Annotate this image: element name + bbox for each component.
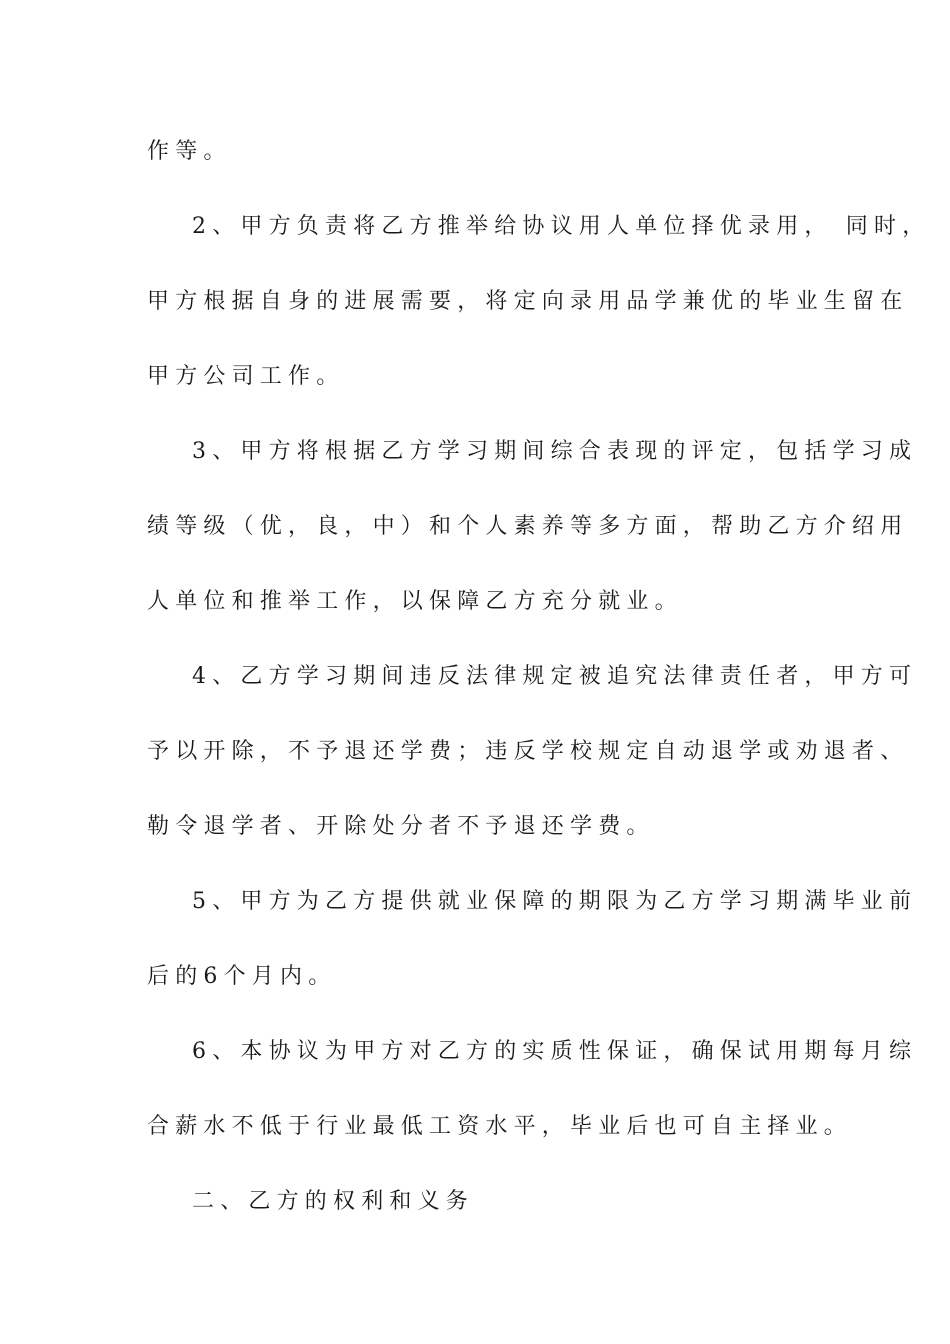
clause-4-line-1: 4、乙方学习期间违反法律规定被追究法律责任者，甲方可 [192, 664, 918, 689]
clause-4-line-2: 予以开除，不予退还学费；违反学校规定自动退学或劝退者、 [147, 739, 909, 764]
clause-3-line-2: 绩等级（优，良，中）和个人素养等多方面，帮助乙方介绍用 [147, 514, 909, 539]
clause-4-line-3: 勒令退学者、开除处分者不予退还学费。 [147, 814, 655, 839]
clause-3-line-3: 人单位和推举工作，以保障乙方充分就业。 [147, 589, 683, 614]
clause-5-line-2: 后的6个月内。 [147, 964, 337, 989]
section-heading: 二、乙方的权利和义务 [192, 1189, 475, 1214]
clause-5-line-1: 5、甲方为乙方提供就业保障的期限为乙方学习期满毕业前 [192, 889, 918, 914]
clause-2-line-1: 2、甲方负责将乙方推举给协议用人单位择优录用， 同时， [192, 214, 931, 239]
clause-6-line-2: 合薪水不低于行业最低工资水平，毕业后也可自主择业。 [147, 1114, 853, 1139]
clause-2-line-2: 甲方根据自身的进展需要，将定向录用品学兼优的毕业生留在 [147, 289, 909, 314]
clause-6-line-1: 6、本协议为甲方对乙方的实质性保证，确保试用期每月综 [192, 1039, 918, 1064]
text-line: 作等。 [147, 139, 232, 164]
clause-3-line-1: 3、甲方将根据乙方学习期间综合表现的评定，包括学习成 [192, 439, 918, 464]
clause-2-line-3: 甲方公司工作。 [147, 364, 345, 389]
